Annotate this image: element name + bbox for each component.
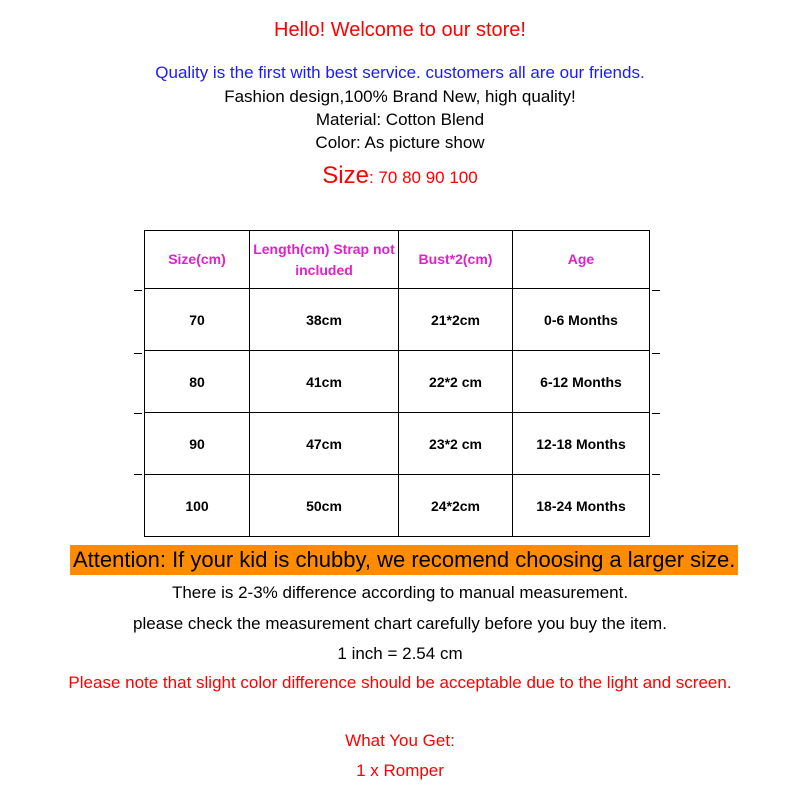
header-length: Length(cm) Strap not included (250, 231, 399, 289)
tick-mark (652, 413, 660, 414)
color-difference-note: Please note that slight color difference should be acceptable due to the light and screen. (68, 673, 732, 692)
material-line: Material: Cotton Blend (315, 110, 485, 129)
cell-age: 6-12 Months (513, 351, 650, 413)
cell-length: 38cm (250, 289, 399, 351)
tick-mark (134, 353, 142, 354)
cell-size: 90 (145, 413, 250, 475)
color-line: Color: As picture show (315, 133, 485, 152)
tick-mark (652, 474, 660, 475)
tick-mark (652, 353, 660, 354)
difference-note: There is 2-3% difference according to manual measurement. (171, 583, 629, 602)
package-item: 1 x Romper (356, 761, 444, 780)
size-line (0, 162, 800, 190)
cell-length: 50cm (250, 475, 399, 537)
size-label: Size (322, 162, 369, 189)
inch-conversion: 1 inch = 2.54 cm (337, 644, 463, 663)
quality-statement: Quality is the first with best service. customers all are our friends. (155, 63, 645, 82)
welcome-heading: Hello! Welcome to our store! (274, 19, 526, 41)
cell-bust: 21*2cm (399, 289, 513, 351)
table-row (145, 351, 650, 413)
cell-size: 80 (145, 351, 250, 413)
cell-length: 47cm (250, 413, 399, 475)
check-note: please check the measurement chart carefully before you buy the item. (133, 614, 667, 633)
header-bust: Bust*2(cm) (399, 231, 513, 289)
cell-bust: 23*2 cm (399, 413, 513, 475)
tick-mark (134, 413, 142, 414)
table-row (145, 413, 650, 475)
cell-age: 18-24 Months (513, 475, 650, 537)
cell-bust: 24*2cm (399, 475, 513, 537)
size-chart-table (144, 230, 650, 537)
table-row (145, 289, 650, 351)
table-row (145, 475, 650, 537)
cell-size: 70 (145, 289, 250, 351)
table-header-row (145, 231, 650, 289)
fashion-line: Fashion design,100% Brand New, high quality! (224, 87, 576, 106)
cell-age: 12-18 Months (513, 413, 650, 475)
cell-bust: 22*2 cm (399, 351, 513, 413)
tick-mark (134, 474, 142, 475)
cell-length: 41cm (250, 351, 399, 413)
tick-mark (652, 290, 660, 291)
cell-size: 100 (145, 475, 250, 537)
tick-mark (134, 290, 142, 291)
what-you-get-heading: What You Get: (345, 731, 455, 750)
size-values: : 70 80 90 100 (368, 168, 478, 187)
header-age: Age (513, 231, 650, 289)
cell-age: 0-6 Months (513, 289, 650, 351)
attention-banner: Attention: If your kid is chubby, we recomend choosing a larger size. (70, 545, 738, 575)
header-size: Size(cm) (145, 231, 250, 289)
